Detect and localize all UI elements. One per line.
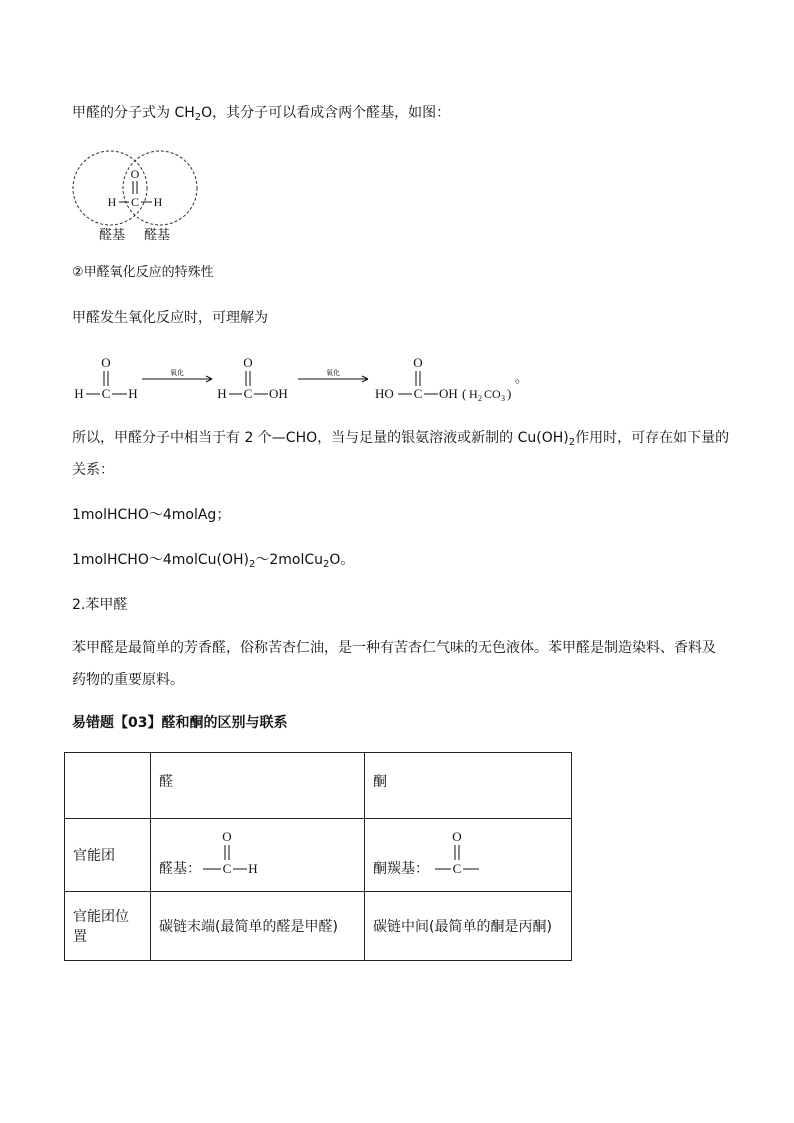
cell-aldehyde-group [151, 819, 365, 892]
benzaldehyde-paragraph-line-2: 药物的重要原料。 [72, 672, 184, 688]
m2-carbon: C [243, 386, 253, 401]
aldehyde-group-structure [201, 825, 271, 881]
relation-copper: $1molHCHO\sim 4molCu(OH)_2\sim 2molCu_2O$。 [72, 552, 355, 570]
ketone-group-label: 酮羰基： [373, 861, 429, 877]
hydrogen-atom-right: H [153, 195, 163, 209]
reaction-end-mark: 。 [515, 371, 529, 386]
so-paragraph-line-1: 所以，甲醛分子中相当于有 2 个—CHO，当与足量的银氨溶液或新制的 $Cu(OH)_2$作用时，可存在如下量的 [72, 430, 730, 448]
oxidation-reaction-scheme [66, 350, 546, 406]
m3-oxygen: O [413, 355, 423, 370]
aldehyde-oxygen: O [222, 829, 232, 844]
m3-formula-co: CO [484, 387, 501, 401]
cell-ketone-position: 碳链中间(最简单的酮是丙酮) [365, 892, 572, 961]
cell-aldehyde-position: 碳链末端(最简单的醛是甲醛) [151, 892, 365, 961]
m3-formula-h-sub: 2 [478, 394, 482, 403]
error-item-title: 易错题【03】醛和酮的区别与联系 [72, 715, 288, 731]
aldehyde-ketone-comparison-table [64, 752, 572, 961]
intro-text: 甲醛的分子式为 $CH_2O$，其分子可以看成含两个醛基，如图： [72, 105, 451, 123]
aldehyde-group-circle-left [73, 151, 147, 225]
arrow-2-label: 氧化 [326, 369, 340, 377]
formaldehyde-venn-diagram [66, 146, 206, 246]
row-label-functional-group: 官能团 [65, 819, 151, 892]
so-paragraph-line-2: 关系： [72, 462, 114, 478]
hydrogen-atom-left: H [107, 195, 117, 209]
ketone-group-structure [431, 825, 491, 881]
ketone-carbon: C [452, 861, 462, 876]
m2-oxygen: O [243, 355, 253, 370]
row-label-group-position: 官能团位置 [65, 892, 151, 961]
m2-hydroxyl: OH [269, 386, 288, 401]
m3-paren-open: ( [462, 386, 467, 401]
m1-oxygen: O [101, 355, 111, 370]
oxygen-atom: O [130, 167, 140, 181]
venn-label-right: 醛基 [143, 228, 171, 243]
aldehyde-hydrogen: H [248, 861, 258, 876]
benzaldehyde-paragraph-line-1: 苯甲醛是最简单的芳香醛，俗称苦杏仁油，是一种有苦杏仁气味的无色液体。苯甲醛是制造染料、香料及 [72, 640, 716, 656]
m3-formula-co-sub: 3 [501, 394, 505, 403]
venn-label-left: 醛基 [98, 228, 126, 243]
ketone-oxygen: O [452, 829, 462, 844]
m3-carbon: C [413, 386, 423, 401]
m2-h: H [217, 386, 227, 401]
table-row-group-position [65, 892, 572, 961]
table-header-ketone: 酮 [365, 753, 572, 819]
carbon-atom: C [130, 195, 140, 209]
table-header-row [65, 753, 572, 819]
oxidation-intro: 甲醛发生氧化反应时，可理解为 [72, 310, 268, 326]
m1-h-left: H [74, 386, 84, 401]
m1-carbon: C [101, 386, 111, 401]
m3-formula-h: H [469, 387, 478, 401]
aldehyde-carbon: C [222, 861, 232, 876]
aldehyde-group-label: 醛基： [159, 861, 201, 877]
table-row-functional-group [65, 819, 572, 892]
section-benzaldehyde-heading: 2.苯甲醛 [72, 597, 128, 613]
m1-h-right: H [128, 386, 138, 401]
aldehyde-group-circle-right [123, 151, 197, 225]
section-special-heading: ②甲醛氧化反应的特殊性 [72, 265, 214, 280]
cell-ketone-group [365, 819, 572, 892]
m3-paren-close: ) [507, 386, 512, 401]
table-header-empty [65, 753, 151, 819]
table-header-aldehyde: 醛 [151, 753, 365, 819]
arrow-1-label: 氧化 [170, 369, 184, 377]
relation-silver: 1molHCHO～4molAg； [72, 507, 231, 523]
m3-hydroxyl-right: OH [439, 386, 458, 401]
m3-hydroxyl-left: HO [375, 386, 394, 401]
